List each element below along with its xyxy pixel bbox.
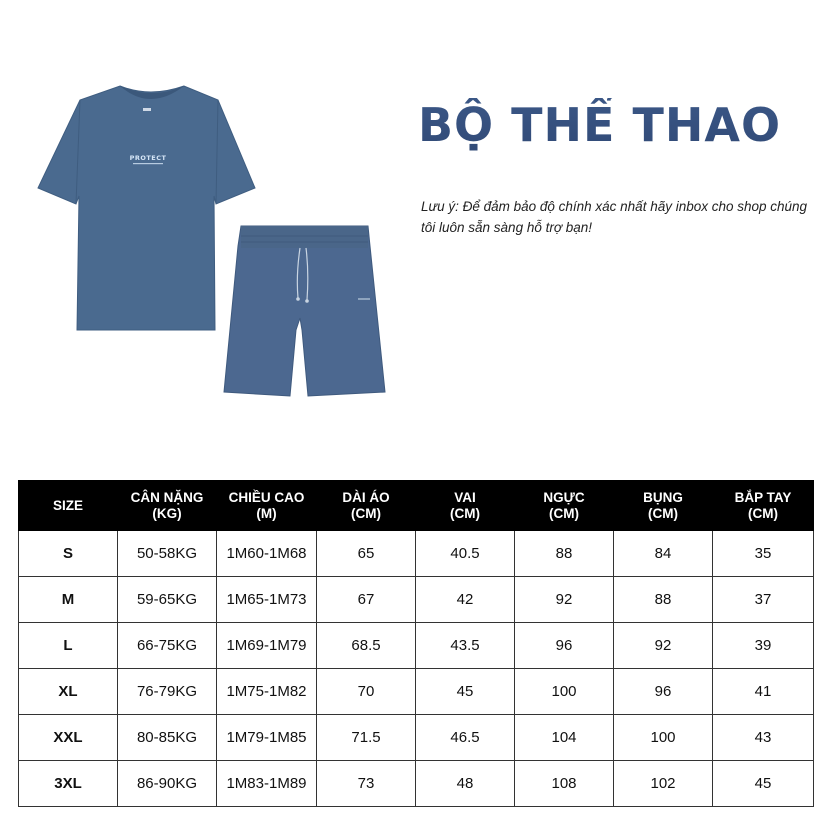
table-row [19,577,814,623]
cell-chest: 108 [515,761,614,807]
cell-chest: 96 [515,623,614,669]
cell-size: S [19,531,118,577]
product-image [0,0,420,440]
note-text: Lưu ý: Để đảm bảo độ chính xác nhất hãy inbox cho shop chúng tôi luôn sẵn sàng hỗ trợ bạn! [421,199,808,235]
cell-height: 1M83-1M89 [217,761,317,807]
cell-shoulder: 43.5 [416,623,515,669]
table-row [19,669,814,715]
cell-height: 1M75-1M82 [217,669,317,715]
header-weight: CÂN NẶNG (KG) [118,481,217,531]
t-shirt-image [38,86,255,330]
cell-shoulder: 46.5 [416,715,515,761]
cell-shirt-length: 70 [317,669,416,715]
cell-shirt-length: 71.5 [317,715,416,761]
cell-arm: 35 [713,531,814,577]
header-size: SIZE [19,481,118,531]
cell-weight: 59-65KG [118,577,217,623]
cell-waist: 88 [614,577,713,623]
cell-shoulder: 40.5 [416,531,515,577]
table-row [19,623,814,669]
cell-waist: 92 [614,623,713,669]
cell-arm: 43 [713,715,814,761]
cell-chest: 100 [515,669,614,715]
cell-height: 1M69-1M79 [217,623,317,669]
cell-size: L [19,623,118,669]
cell-size: XL [19,669,118,715]
header-shirt-length: DÀI ÁO (CM) [317,481,416,531]
cell-arm: 41 [713,669,814,715]
cell-chest: 88 [515,531,614,577]
cell-weight: 80-85KG [118,715,217,761]
cell-size: 3XL [19,761,118,807]
cell-weight: 76-79KG [118,669,217,715]
cell-shoulder: 48 [416,761,515,807]
table-header-row [19,481,814,531]
cell-chest: 104 [515,715,614,761]
cell-height: 1M65-1M73 [217,577,317,623]
cell-size: XXL [19,715,118,761]
page-title: BỘ THỂ THAO [418,98,818,178]
sportswear-set-illustration [0,0,420,440]
header-arm: BẮP TAY (CM) [713,481,814,531]
table-row [19,715,814,761]
cell-height: 1M60-1M68 [217,531,317,577]
cell-chest: 92 [515,577,614,623]
cell-shirt-length: 65 [317,531,416,577]
cell-shoulder: 45 [416,669,515,715]
cell-shirt-length: 73 [317,761,416,807]
cell-weight: 86-90KG [118,761,217,807]
cell-waist: 96 [614,669,713,715]
cell-arm: 39 [713,623,814,669]
table-row [19,531,814,577]
cell-size: M [19,577,118,623]
header-chest: NGỰC (CM) [515,481,614,531]
header-height: CHIỀU CAO (M) [217,481,317,531]
cell-shirt-length: 68.5 [317,623,416,669]
cell-shirt-length: 67 [317,577,416,623]
cell-shoulder: 42 [416,577,515,623]
cell-arm: 45 [713,761,814,807]
shorts-image [224,226,385,396]
cell-waist: 102 [614,761,713,807]
cell-weight: 50-58KG [118,531,217,577]
header-waist: BỤNG (CM) [614,481,713,531]
cell-waist: 100 [614,715,713,761]
header-shoulder: VAI (CM) [416,481,515,531]
cell-weight: 66-75KG [118,623,217,669]
table-row [19,761,814,807]
shirt-print-text: PROTECT [129,154,167,162]
size-chart-table [18,480,814,807]
cell-arm: 37 [713,577,814,623]
cell-waist: 84 [614,531,713,577]
cell-height: 1M79-1M85 [217,715,317,761]
